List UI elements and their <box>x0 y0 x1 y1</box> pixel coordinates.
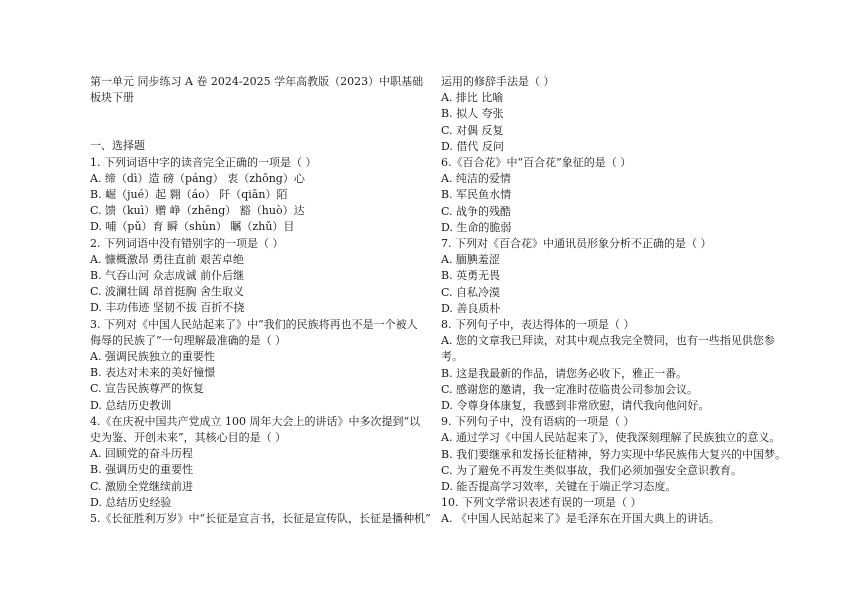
option-line: D. 总结历史教训 <box>90 398 172 412</box>
option-line: B. 气吞山河 众志成诚 前仆后继 <box>90 269 245 283</box>
option-line: A. 缔（dì）造 磅（páng） 衷（zhōng）心 <box>90 171 305 185</box>
option-line: D. 令尊身体康复，我感到非常欣慰，请代我向他问好。 <box>441 399 710 413</box>
option-line: D. 善良质朴 <box>441 301 501 315</box>
option-line: B. 拟人 夸张 <box>441 107 504 121</box>
option-line: D. 生命的脆弱 <box>441 220 512 234</box>
option-line: D. 哺（pǔ）育 瞬（shùn） 瞩（zhǔ）目 <box>90 220 295 234</box>
option-line: D. 总结历史经验 <box>90 495 172 509</box>
option-line: C. 感谢您的邀请，我一定准时莅临贵公司参加会议。 <box>441 382 699 396</box>
question-line: 7. 下列对《百合花》中通讯员形象分析不正确的是（ ） <box>441 237 712 251</box>
option-line: C. 波澜壮阔 昂首挺胸 舍生取义 <box>90 285 245 299</box>
question-line: 9. 下列句子中，没有语病的一项是（ ） <box>441 415 635 429</box>
left-column <box>90 74 431 527</box>
option-line: C. 战争的残酷 <box>441 204 512 218</box>
option-line: A. 慷概激昂 勇往直前 艰苦卓绝 <box>90 252 244 266</box>
option-line: A. 通过学习《中国人民站起来了》，使我深刻理解了民族独立的意义。 <box>441 431 781 445</box>
option-line: A. 回顾党的奋斗历程 <box>90 447 193 461</box>
option-line: A. 《中国人民站起来了》是毛泽东在开国大典上的讲话。 <box>441 512 720 526</box>
question-line: 5.《长征胜利万岁》中“长征是宣言书，长征是宣传队，长征是播种机” <box>90 512 431 526</box>
option-line: B. 英勇无畏 <box>441 269 501 283</box>
option-line: B. 表达对未来的美好憧憬 <box>90 366 216 380</box>
option-line: A. 排比 比喻 <box>441 91 504 105</box>
question-line: 1. 下列词语中字的读音完全正确的一项是（ ） <box>90 155 317 169</box>
option-line: D. 借代 反问 <box>441 139 504 153</box>
option-line: B. 强调历史的重要性 <box>90 463 194 477</box>
spacer <box>90 106 425 138</box>
question-line: 2. 下列词语中没有错别字的一项是（ ） <box>90 236 284 250</box>
question-line: 8. 下列句子中，表达得体的一项是（ ） <box>441 318 635 332</box>
option-line: C. 宣告民族尊严的恢复 <box>90 382 205 396</box>
option-line: C. 激励全党继续前进 <box>90 479 194 493</box>
option-line: C. 馈（kuì）赠 峥（zhēng） 豁（huò）达 <box>90 204 305 218</box>
option-line: C. 对偶 反复 <box>441 123 504 137</box>
option-line: B. 崛（jué）起 翱（áo） 阡（qiān）陌 <box>90 188 288 202</box>
question-line: 6.《百合花》中“百合花”象征的是（ ） <box>441 156 632 170</box>
option-line: A. 强调民族独立的重要性 <box>90 350 215 364</box>
question-line: 4.《在庆祝中国共产党成立 100 周年大会上的讲话》中多次提到“以史为鉴、开创未来”，其核心目的是（ ） <box>90 414 421 445</box>
document-title: 第一单元 同步练习 A 卷 2024-2025 学年高教版（2023）中职基础板块下册 <box>90 75 424 105</box>
option-line: B. 我们要继承和发扬长征精神，努力实现中华民族伟大复兴的中国梦。 <box>441 447 787 461</box>
option-line: A. 腼腆羞涩 <box>441 253 500 267</box>
section-heading: 一、选择题 <box>90 139 145 153</box>
question-line: 3. 下列对《中国人民站起来了》中“我们的民族将再也不是一个被人侮辱的民族了”一句理解最准确的是（ ） <box>90 317 418 347</box>
right-column <box>441 74 787 528</box>
option-line: A. 纯洁的爱情 <box>441 172 511 186</box>
option-line: D. 丰功伟迹 坚韧不拔 百折不挠 <box>90 301 245 315</box>
option-line: A. 您的文章我已拜读，对其中观点我完全赞同，也有一些指见供您参考。 <box>441 334 775 364</box>
option-line: C. 自私冷漠 <box>441 285 501 299</box>
question-line: 10. 下列文学常识表述有误的一项是（ ） <box>441 496 642 510</box>
option-line: C. 为了避免不再发生类似事故，我们必须加强安全意识教育。 <box>441 463 743 477</box>
option-line: B. 这是我最新的作品，请您务必收下，雅正一番。 <box>441 366 688 380</box>
option-line: B. 军民鱼水情 <box>441 188 512 202</box>
option-line: D. 能否提高学习效率，关键在于端正学习态度。 <box>441 480 677 494</box>
question-line: 运用的修辞手法是（ ） <box>441 75 555 88</box>
